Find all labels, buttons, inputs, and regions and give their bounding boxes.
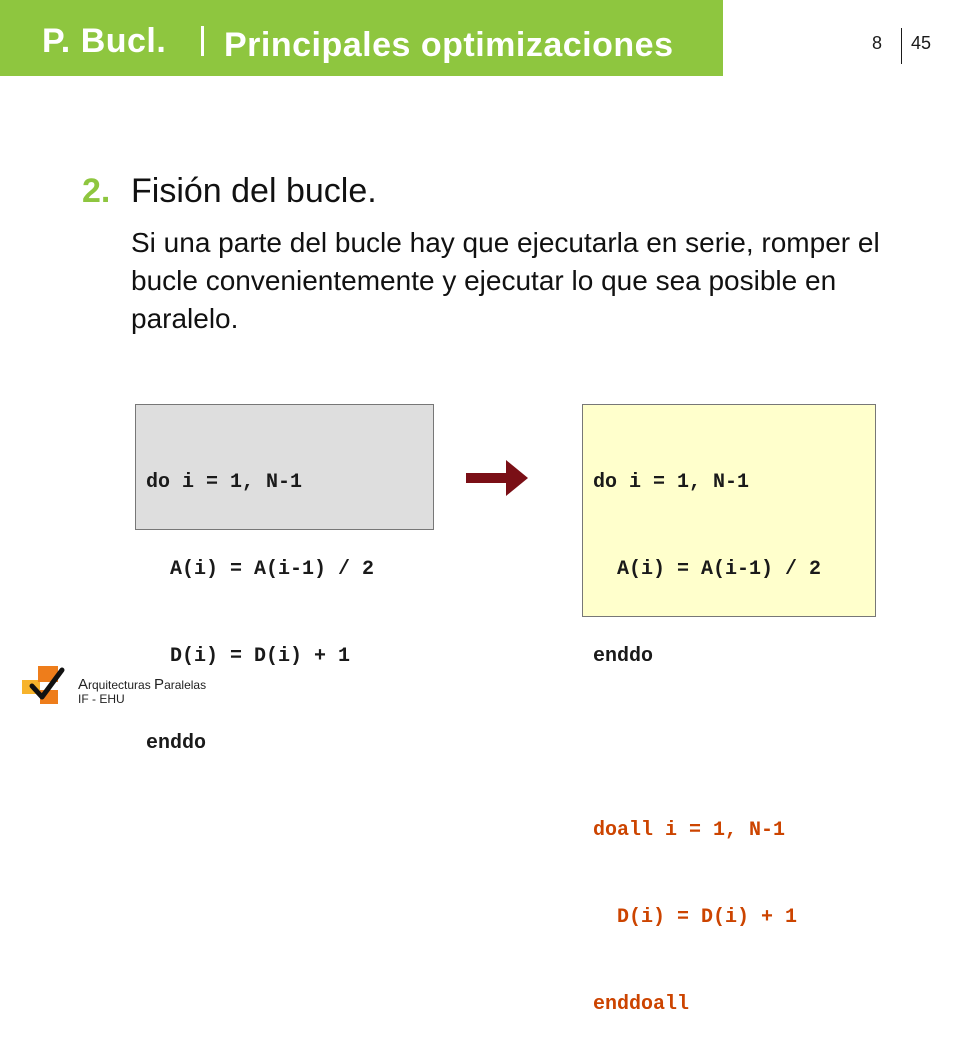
code-line: do i = 1, N-1 <box>146 471 303 494</box>
code-line-parallel: enddoall <box>593 993 690 1016</box>
page-title: Principales optimizaciones <box>224 26 674 64</box>
code-line: D(i) = D(i) + 1 <box>146 645 351 668</box>
code-line: enddo <box>146 732 207 755</box>
code-line-parallel: D(i) = D(i) + 1 <box>593 906 798 929</box>
section-body: Si una parte del bucle hay que ejecutarla en serie, romper el bucle convenientemente y ejecutar lo que sea posible en paralelo. <box>131 227 880 334</box>
right-arrow-icon <box>466 460 528 496</box>
code-line: A(i) = A(i-1) / 2 <box>593 558 822 581</box>
footer-cap: A <box>78 676 89 693</box>
footer-org-name <box>78 676 206 693</box>
code-line: enddo <box>593 645 654 668</box>
footer-text: aralelas <box>164 678 207 692</box>
header-separator <box>201 26 204 56</box>
code-line-parallel: doall i = 1, N-1 <box>593 819 786 842</box>
page-total: 45 <box>911 33 932 53</box>
checkmark-logo-icon <box>22 664 70 706</box>
footer-text: rquitecturas <box>88 678 155 692</box>
page-number: 8 <box>872 33 883 53</box>
footer-cap: P <box>154 676 165 693</box>
section-number: 2. <box>82 172 111 210</box>
page-number-separator <box>901 28 902 64</box>
footer-institution: IF - EHU <box>78 692 125 706</box>
code-line: do i = 1, N-1 <box>593 471 750 494</box>
code-line: A(i) = A(i-1) / 2 <box>146 558 375 581</box>
header-prefix: P. Bucl. <box>42 22 167 60</box>
code-block-fissioned <box>582 404 876 1016</box>
code-line-blank <box>593 729 865 758</box>
section-heading: Fisión del bucle. <box>131 172 377 210</box>
